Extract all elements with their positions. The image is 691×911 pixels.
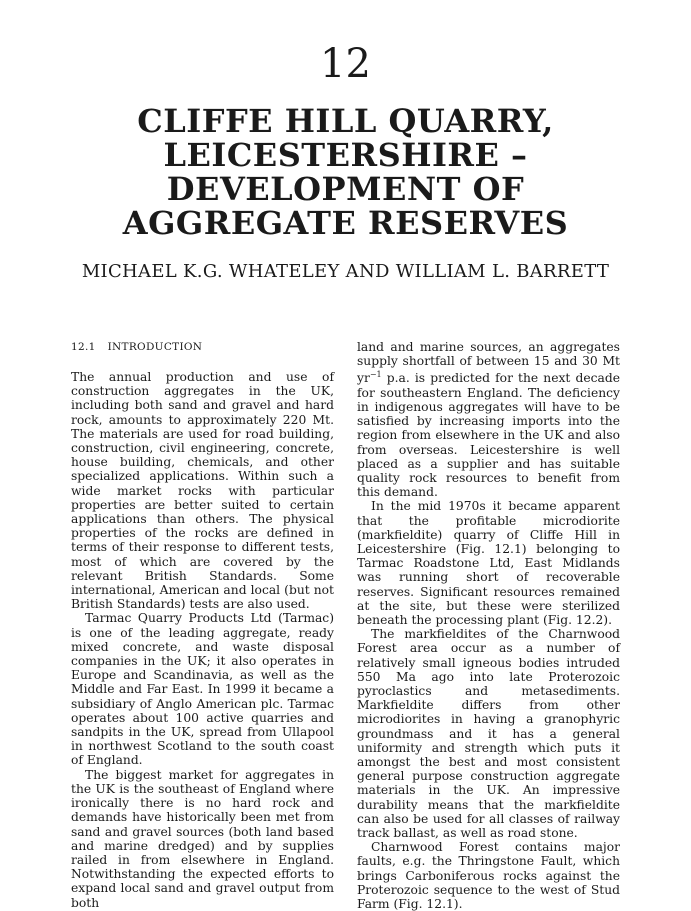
section-title: INTRODUCTION <box>107 341 203 353</box>
section-number: 12.1 <box>71 341 96 353</box>
chapter-authors: MICHAEL K.G. WHATELEY AND WILLIAM L. BARRETT <box>81 261 610 282</box>
chapter-title-line: CLIFFE HILL QUARRY, <box>137 102 554 140</box>
left-column <box>71 340 334 910</box>
paragraph: The biggest market for aggregates in the UK is the southeast of England where ironically there is no hard rock and demands have historically been met from sand and gravel sources (both land based and marine dredged) and by supplies railed in from elsewhere in England. Notwithstanding the expected efforts to expand local sand and gravel output from both <box>71 767 334 910</box>
paragraph-text: land and marine sources, an aggregates supply shortfall of between 15 and 30 Mt yr <box>357 340 620 386</box>
paragraph: The markfieldites of the Charnwood Forest area occur as a number of relatively small igneous bodies intruded 550 Ma ago into late Proterozoic pyroclastics and metasediments. Markfieldite differs from other microdiorites in having a granophyric groundmass and it has a general uniformity and strength which puts it amongst the best and most consistent general purpose construction aggregate materials in the UK. An impressive durability means that the markfieldite can also be used for all classes of railway track ballast, as well as road stone. <box>357 627 620 840</box>
chapter-title-line: DEVELOPMENT OF <box>166 170 525 208</box>
paragraph <box>357 340 620 499</box>
paragraph-text: p.a. is predicted for the next decade for southeastern England. The deficiency in indigenous aggregates will have to be satisfied by increasing imports into the region from elsewhere in the UK and also from overseas. Leicestershire is well placed as a supplier and has suitable quality rock resources to benefit from this demand. <box>357 371 620 500</box>
right-column <box>357 340 620 911</box>
paragraph: Charnwood Forest contains major faults, e.g. the Thringstone Fault, which brings Carboniferous rocks against the Proterozoic sequence to the west of Stud Farm (Fig. 12.1). <box>357 840 620 911</box>
superscript: −1 <box>369 370 382 380</box>
paragraph: The annual production and use of construction aggregates in the UK, including both sand and gravel and hard rock, amounts to approximately 220 Mt. The materials are used for road building, construction, civil engineering, concrete, house building, chemicals, and other specialized applications. Within such a wide market rocks with particular properties are better suited to certain applications than others. The physical properties of the rocks are defined in terms of their response to different tests, most of which are covered by the relevant British Standards. Some international, American and local (but not British Standards) tests are also used. <box>71 370 334 612</box>
section-heading <box>71 340 334 354</box>
chapter-title <box>60 104 631 240</box>
chapter-number: 12 <box>320 41 371 87</box>
paragraph: In the mid 1970s it became apparent that the profitable microdiorite (markfieldite) quarry of Cliffe Hill in Leicestershire (Fig. 12.1) belonging to Tarmac Roadstone Ltd, East Midlands was running short of recoverable reserves. Significant resources remained at the site, but these were sterilized beneath the processing plant (Fig. 12.2). <box>357 499 620 627</box>
chapter-title-line: AGGREGATE RESERVES <box>122 204 569 242</box>
chapter-title-line: LEICESTERSHIRE – <box>163 136 528 174</box>
paragraph: Tarmac Quarry Products Ltd (Tarmac) is one of the leading aggregate, ready mixed concrete, and waste disposal companies in the UK; it also operates in Europe and Scandinavia, as well as the Middle and Far East. In 1999 it became a subsidiary of Anglo American plc. Tarmac operates about 100 active quarries and sandpits in the UK, spread from Ullapool in northwest Scotland to the south coast of England. <box>71 611 334 768</box>
